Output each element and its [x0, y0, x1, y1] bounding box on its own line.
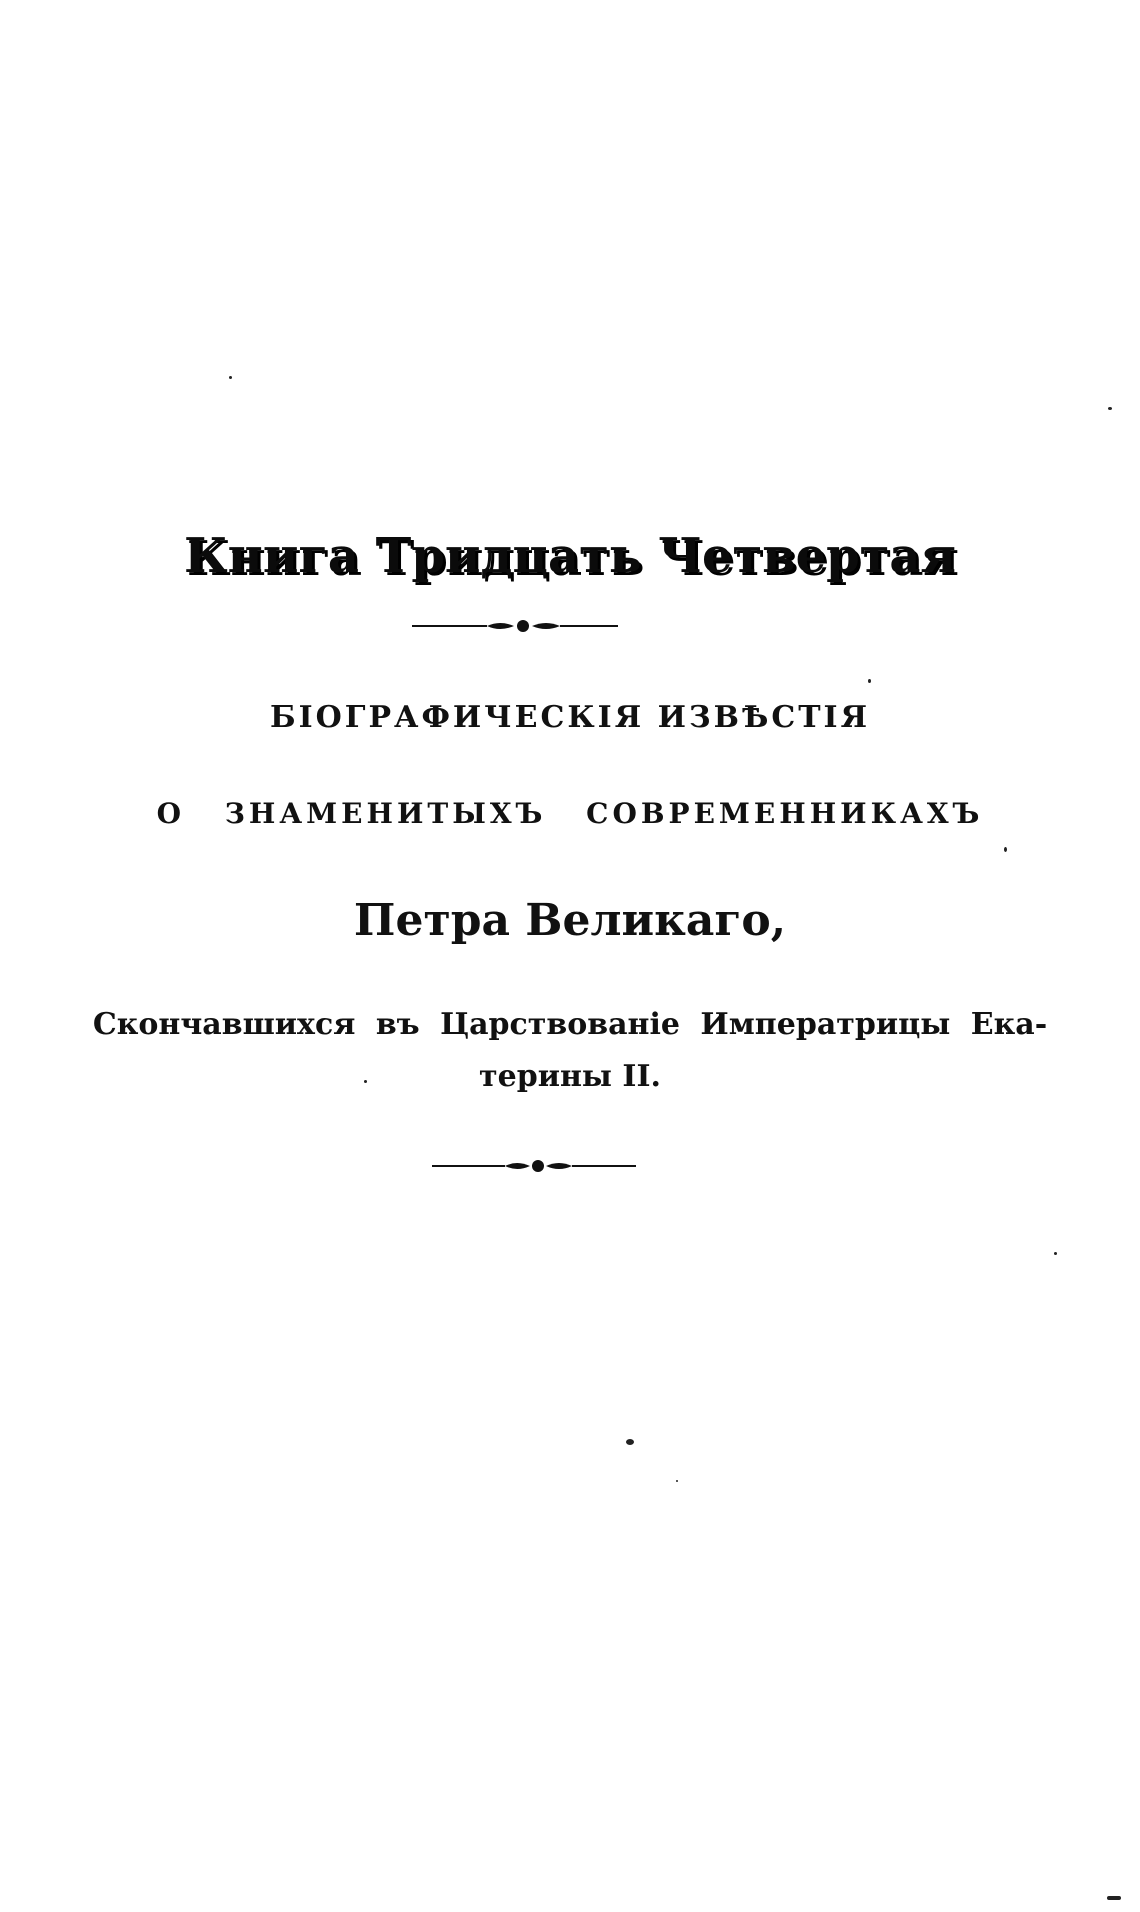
ink-speck [229, 376, 232, 379]
subtitle-line-2: О ЗНАМЕНИТЫХЪ СОВРЕМЕННИКАХЪ [156, 797, 984, 830]
description-line-1: Скончавшихся въ Царствованіе Императрицы Ека- [92, 1007, 1048, 1042]
subtitle-line-1: БІОГРАФИЧЕСКІЯ ИЗВѢСТІЯ [269, 700, 871, 735]
ink-speck [1108, 407, 1112, 410]
person-name: Петра Великаго, [353, 895, 787, 946]
ink-speck [1054, 1252, 1057, 1255]
ornament-divider-top [0, 616, 1140, 636]
description-line-2: терины II. [479, 1059, 661, 1094]
book-title: Книга Тридцать Четвертая [184, 528, 956, 584]
ink-speck [676, 1480, 678, 1482]
ink-speck [626, 1439, 634, 1445]
ornament-divider-bottom [0, 1156, 1140, 1176]
ink-speck [364, 1080, 367, 1083]
ink-speck [1004, 847, 1007, 852]
ink-speck [868, 679, 871, 683]
ink-speck [1107, 1896, 1121, 1900]
